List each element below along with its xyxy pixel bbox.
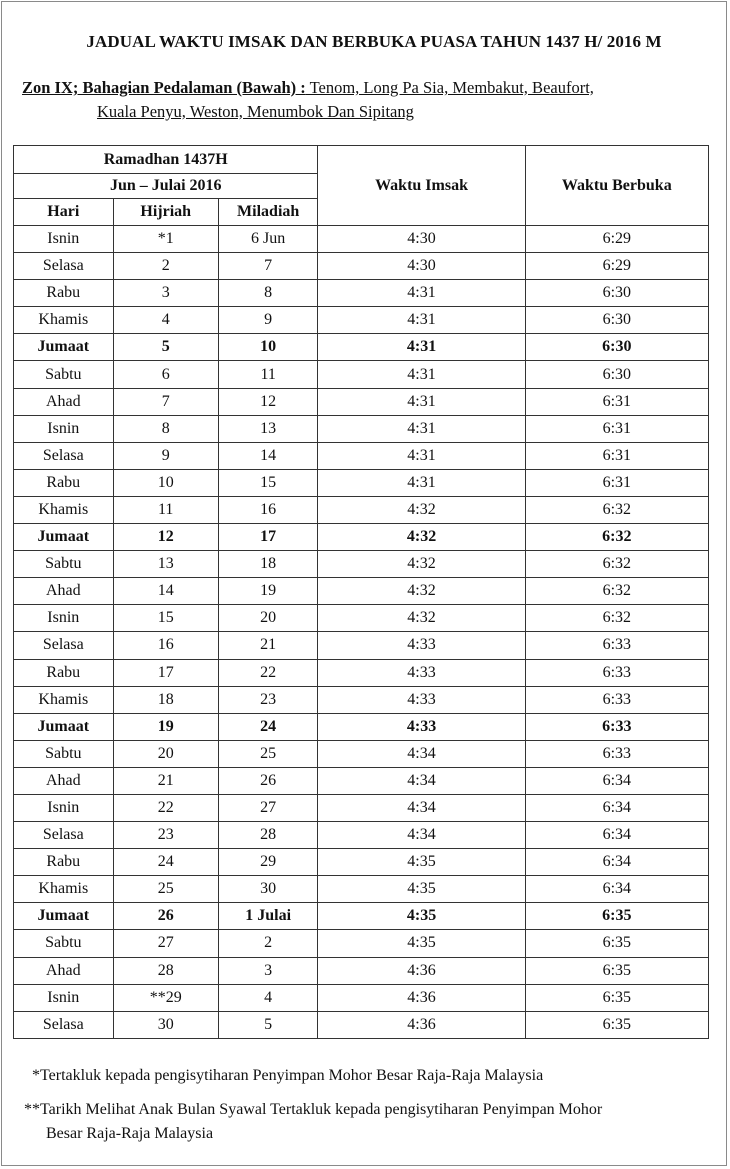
- cell-gregorian: 2: [218, 930, 318, 957]
- cell-berbuka: 6:32: [525, 524, 708, 551]
- schedule-rows: [14, 226, 709, 1039]
- cell-imsak: 4:30: [318, 253, 525, 280]
- table-row: [14, 876, 709, 903]
- cell-berbuka: 6:32: [525, 578, 708, 605]
- table-row: [14, 334, 709, 361]
- table-row: [14, 578, 709, 605]
- zone-label: Zon IX; Bahagian Pedalaman (Bawah) :: [22, 78, 306, 97]
- header-month-hijri: Ramadhan 1437H: [14, 146, 318, 174]
- cell-day: Khamis: [14, 307, 114, 334]
- header-imsak: Waktu Imsak: [318, 146, 525, 226]
- cell-imsak: 4:31: [318, 442, 525, 469]
- cell-gregorian: 26: [218, 767, 318, 794]
- cell-imsak: 4:32: [318, 551, 525, 578]
- cell-gregorian: 16: [218, 496, 318, 523]
- cell-hijri: 4: [113, 307, 218, 334]
- cell-hijri: 20: [113, 740, 218, 767]
- table-row: [14, 767, 709, 794]
- cell-day: Khamis: [14, 686, 114, 713]
- cell-imsak: 4:30: [318, 226, 525, 253]
- table-row: [14, 740, 709, 767]
- cell-gregorian: 28: [218, 822, 318, 849]
- cell-imsak: 4:31: [318, 388, 525, 415]
- cell-gregorian: 14: [218, 442, 318, 469]
- cell-berbuka: 6:32: [525, 551, 708, 578]
- cell-gregorian: 27: [218, 794, 318, 821]
- cell-hijri: 7: [113, 388, 218, 415]
- cell-hijri: 17: [113, 659, 218, 686]
- table-row: [14, 605, 709, 632]
- cell-imsak: 4:33: [318, 632, 525, 659]
- table-row: [14, 794, 709, 821]
- cell-day: Selasa: [14, 253, 114, 280]
- cell-day: Isnin: [14, 605, 114, 632]
- cell-imsak: 4:31: [318, 280, 525, 307]
- cell-imsak: 4:33: [318, 713, 525, 740]
- cell-day: Isnin: [14, 226, 114, 253]
- header-month-gregorian: Jun – Julai 2016: [14, 174, 318, 199]
- header-day: Hari: [14, 199, 114, 226]
- cell-imsak: 4:31: [318, 334, 525, 361]
- cell-hijri: 6: [113, 361, 218, 388]
- table-row: [14, 903, 709, 930]
- cell-day: Khamis: [14, 496, 114, 523]
- cell-hijri: 11: [113, 496, 218, 523]
- cell-berbuka: 6:35: [525, 930, 708, 957]
- cell-berbuka: 6:29: [525, 253, 708, 280]
- cell-imsak: 4:31: [318, 361, 525, 388]
- cell-day: Rabu: [14, 849, 114, 876]
- cell-gregorian: 11: [218, 361, 318, 388]
- cell-day: Jumaat: [14, 713, 114, 740]
- cell-day: Sabtu: [14, 740, 114, 767]
- cell-day: Sabtu: [14, 930, 114, 957]
- cell-day: Selasa: [14, 1011, 114, 1038]
- cell-hijri: 10: [113, 469, 218, 496]
- cell-gregorian: 20: [218, 605, 318, 632]
- cell-berbuka: 6:33: [525, 713, 708, 740]
- table-row: [14, 524, 709, 551]
- table-row: [14, 415, 709, 442]
- cell-berbuka: 6:31: [525, 415, 708, 442]
- cell-gregorian: 3: [218, 957, 318, 984]
- cell-gregorian: 9: [218, 307, 318, 334]
- table-row: [14, 226, 709, 253]
- cell-imsak: 4:32: [318, 496, 525, 523]
- cell-gregorian: 25: [218, 740, 318, 767]
- cell-hijri: 23: [113, 822, 218, 849]
- cell-gregorian: 22: [218, 659, 318, 686]
- cell-imsak: 4:35: [318, 876, 525, 903]
- cell-day: Ahad: [14, 767, 114, 794]
- cell-berbuka: 6:32: [525, 605, 708, 632]
- cell-day: Isnin: [14, 984, 114, 1011]
- cell-gregorian: 29: [218, 849, 318, 876]
- cell-gregorian: 7: [218, 253, 318, 280]
- cell-imsak: 4:32: [318, 605, 525, 632]
- table-row: [14, 632, 709, 659]
- cell-day: Isnin: [14, 794, 114, 821]
- cell-day: Sabtu: [14, 551, 114, 578]
- cell-day: Isnin: [14, 415, 114, 442]
- cell-gregorian: 1 Julai: [218, 903, 318, 930]
- cell-hijri: 21: [113, 767, 218, 794]
- table-row: [14, 957, 709, 984]
- table-row: [14, 469, 709, 496]
- cell-gregorian: 19: [218, 578, 318, 605]
- table-row: [14, 388, 709, 415]
- cell-hijri: 13: [113, 551, 218, 578]
- footnote-2-line2: Besar Raja-Raja Malaysia: [46, 1125, 214, 1142]
- cell-day: Jumaat: [14, 334, 114, 361]
- cell-imsak: 4:31: [318, 415, 525, 442]
- cell-hijri: **29: [113, 984, 218, 1011]
- footnote-2-line1: **Tarikh Melihat Anak Bulan Syawal Tertakluk kepada pengisytiharan Penyimpan Mohor: [24, 1101, 603, 1118]
- cell-day: Selasa: [14, 632, 114, 659]
- cell-imsak: 4:34: [318, 822, 525, 849]
- cell-berbuka: 6:31: [525, 388, 708, 415]
- footnote-1: *Tertakluk kepada pengisytiharan Penyimpan Mohor Besar Raja-Raja Malaysia: [32, 1067, 544, 1084]
- cell-berbuka: 6:33: [525, 686, 708, 713]
- cell-day: Rabu: [14, 659, 114, 686]
- cell-berbuka: 6:35: [525, 903, 708, 930]
- header-hijri: Hijriah: [113, 199, 218, 226]
- table-row: [14, 496, 709, 523]
- cell-berbuka: 6:31: [525, 442, 708, 469]
- cell-berbuka: 6:33: [525, 659, 708, 686]
- cell-hijri: 5: [113, 334, 218, 361]
- cell-day: Selasa: [14, 822, 114, 849]
- cell-day: Selasa: [14, 442, 114, 469]
- cell-berbuka: 6:34: [525, 849, 708, 876]
- cell-berbuka: 6:30: [525, 361, 708, 388]
- cell-imsak: 4:34: [318, 767, 525, 794]
- cell-gregorian: 15: [218, 469, 318, 496]
- cell-imsak: 4:35: [318, 930, 525, 957]
- table-row: [14, 280, 709, 307]
- cell-berbuka: 6:35: [525, 984, 708, 1011]
- cell-hijri: 30: [113, 1011, 218, 1038]
- cell-gregorian: 4: [218, 984, 318, 1011]
- cell-berbuka: 6:30: [525, 280, 708, 307]
- cell-gregorian: 6 Jun: [218, 226, 318, 253]
- cell-hijri: 16: [113, 632, 218, 659]
- table-row: [14, 307, 709, 334]
- zone-areas-line2: Kuala Penyu, Weston, Menumbok Dan Sipitang: [97, 102, 414, 121]
- cell-berbuka: 6:34: [525, 794, 708, 821]
- table-row: [14, 713, 709, 740]
- header-gregorian: Miladiah: [218, 199, 318, 226]
- cell-imsak: 4:33: [318, 686, 525, 713]
- zone-areas-line1: Tenom, Long Pa Sia, Membakut, Beaufort,: [305, 78, 594, 97]
- cell-hijri: 27: [113, 930, 218, 957]
- cell-hijri: 8: [113, 415, 218, 442]
- cell-berbuka: 6:35: [525, 1011, 708, 1038]
- cell-hijri: 9: [113, 442, 218, 469]
- cell-imsak: 4:34: [318, 794, 525, 821]
- cell-hijri: 22: [113, 794, 218, 821]
- cell-gregorian: 24: [218, 713, 318, 740]
- cell-hijri: 28: [113, 957, 218, 984]
- cell-berbuka: 6:30: [525, 307, 708, 334]
- cell-imsak: 4:35: [318, 903, 525, 930]
- cell-hijri: 2: [113, 253, 218, 280]
- cell-hijri: 14: [113, 578, 218, 605]
- table-row: [14, 361, 709, 388]
- footnote-2: [24, 1098, 714, 1146]
- zone-description: [22, 76, 594, 124]
- cell-gregorian: 17: [218, 524, 318, 551]
- cell-day: Jumaat: [14, 524, 114, 551]
- cell-hijri: 25: [113, 876, 218, 903]
- cell-gregorian: 23: [218, 686, 318, 713]
- cell-day: Rabu: [14, 280, 114, 307]
- cell-day: Khamis: [14, 876, 114, 903]
- cell-gregorian: 8: [218, 280, 318, 307]
- cell-imsak: 4:32: [318, 524, 525, 551]
- cell-gregorian: 12: [218, 388, 318, 415]
- table-row: [14, 849, 709, 876]
- schedule-table: [13, 145, 709, 1039]
- cell-gregorian: 30: [218, 876, 318, 903]
- cell-imsak: 4:31: [318, 307, 525, 334]
- cell-imsak: 4:32: [318, 578, 525, 605]
- cell-day: Rabu: [14, 469, 114, 496]
- header-berbuka: Waktu Berbuka: [525, 146, 708, 226]
- page-title: JADUAL WAKTU IMSAK DAN BERBUKA PUASA TAHUN 1437 H/ 2016 M: [86, 32, 662, 51]
- table-row: [14, 984, 709, 1011]
- cell-berbuka: 6:32: [525, 496, 708, 523]
- cell-berbuka: 6:31: [525, 469, 708, 496]
- cell-berbuka: 6:30: [525, 334, 708, 361]
- cell-day: Ahad: [14, 578, 114, 605]
- cell-hijri: 3: [113, 280, 218, 307]
- cell-imsak: 4:33: [318, 659, 525, 686]
- cell-berbuka: 6:29: [525, 226, 708, 253]
- table-row: [14, 253, 709, 280]
- cell-day: Sabtu: [14, 361, 114, 388]
- table-row: [14, 551, 709, 578]
- table-row: [14, 930, 709, 957]
- cell-berbuka: 6:33: [525, 632, 708, 659]
- table-row: [14, 442, 709, 469]
- cell-gregorian: 5: [218, 1011, 318, 1038]
- table-row: [14, 659, 709, 686]
- cell-gregorian: 13: [218, 415, 318, 442]
- cell-berbuka: 6:33: [525, 740, 708, 767]
- cell-hijri: 24: [113, 849, 218, 876]
- cell-day: Ahad: [14, 388, 114, 415]
- cell-gregorian: 10: [218, 334, 318, 361]
- cell-imsak: 4:36: [318, 1011, 525, 1038]
- table-row: [14, 822, 709, 849]
- cell-day: Ahad: [14, 957, 114, 984]
- cell-imsak: 4:36: [318, 957, 525, 984]
- cell-imsak: 4:31: [318, 469, 525, 496]
- cell-day: Jumaat: [14, 903, 114, 930]
- cell-gregorian: 21: [218, 632, 318, 659]
- table-row: [14, 1011, 709, 1038]
- cell-hijri: 19: [113, 713, 218, 740]
- cell-berbuka: 6:34: [525, 767, 708, 794]
- cell-berbuka: 6:34: [525, 876, 708, 903]
- cell-berbuka: 6:34: [525, 822, 708, 849]
- cell-berbuka: 6:35: [525, 957, 708, 984]
- cell-hijri: 12: [113, 524, 218, 551]
- cell-hijri: 18: [113, 686, 218, 713]
- cell-imsak: 4:34: [318, 740, 525, 767]
- cell-hijri: 26: [113, 903, 218, 930]
- cell-imsak: 4:36: [318, 984, 525, 1011]
- table-row: [14, 686, 709, 713]
- cell-imsak: 4:35: [318, 849, 525, 876]
- cell-hijri: *1: [113, 226, 218, 253]
- cell-gregorian: 18: [218, 551, 318, 578]
- cell-hijri: 15: [113, 605, 218, 632]
